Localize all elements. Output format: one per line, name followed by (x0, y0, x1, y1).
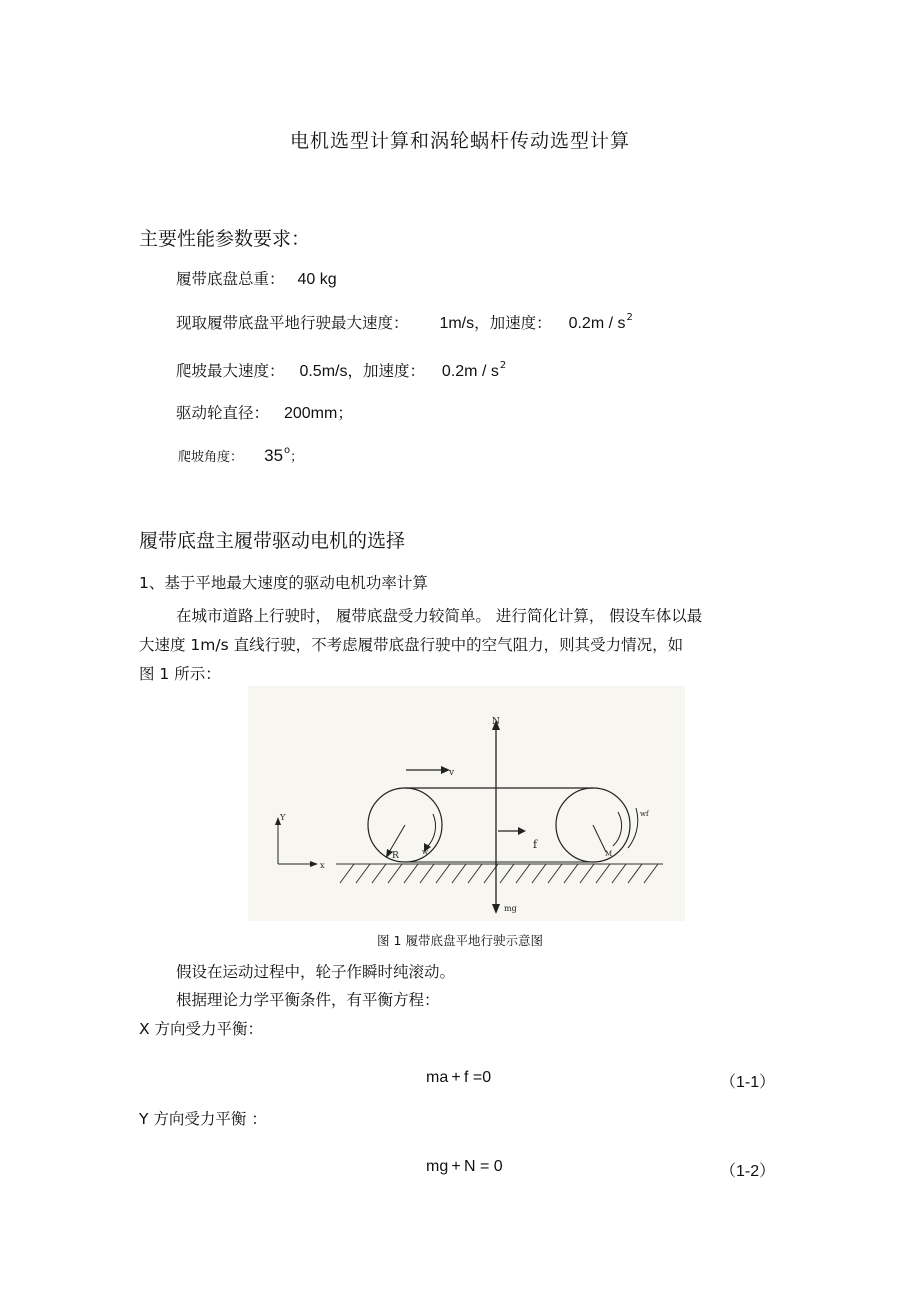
paragraph-2: 假设在运动过程中，轮子作瞬时纯滚动。 (176, 963, 456, 981)
param-angle-value: 35 (264, 446, 284, 465)
equation-1-1-number: （1-1） (720, 1074, 776, 1091)
param-wheel-value: 200mm (283, 405, 338, 422)
label-mg: mg (504, 904, 517, 913)
param-flat-accel-exponent: 2 (626, 312, 633, 323)
equation-1-2: mg + N = 0 (426, 1158, 503, 1175)
section-heading-motor: 履带底盘主履带驱动电机的选择 (139, 530, 406, 552)
param-flat-speed-value: 1m/s (439, 315, 475, 332)
param-wheel (176, 401, 353, 423)
subsection-heading-1: 1、基于平地最大速度的驱动电机功率计算 (139, 574, 428, 592)
paragraph-1-line-2: 大速度 1m/s 直线行驶，不考虑履带底盘行驶中的空气阻力，则其受力情况，如 (139, 636, 684, 654)
y-balance-heading: Y 方向受力平衡 ： (139, 1110, 267, 1128)
param-mass (176, 267, 337, 289)
label-wf: wf (640, 810, 649, 818)
param-flat-speed (176, 311, 633, 333)
paragraph-1-line-3: 图 1 所示： (139, 665, 221, 683)
param-climb-accel-exponent: 2 (499, 360, 507, 371)
paragraph-3: 根据理论力学平衡条件，有平衡方程： (176, 991, 440, 1009)
param-climb-label: 爬坡最大速度： (176, 362, 285, 380)
param-flat-accel-value: 0.2m / s (568, 315, 626, 332)
param-climb-accel-value: 0.2m / s (441, 363, 499, 380)
param-angle (178, 446, 303, 466)
crawler-force-diagram (248, 686, 685, 921)
param-flat-accel-label: ，加速度： (474, 314, 552, 332)
label-w: w (422, 848, 428, 856)
paragraph-1-line-1: 在城市道路上行驶时， 履带底盘受力较简单。 进行简化计算， 假设车体以最 (176, 607, 703, 625)
x-balance-heading: X 方向受力平衡： (139, 1020, 264, 1038)
param-climb-speed (176, 359, 506, 381)
param-wheel-label: 驱动轮直径： (176, 404, 270, 422)
label-N: N (492, 717, 500, 727)
label-R: R (392, 851, 399, 861)
label-v: v (449, 768, 455, 778)
param-flat-label: 现取履带底盘平地行驶最大速度： (176, 314, 409, 332)
label-x-axis: x (320, 861, 325, 870)
section-heading-main-params: 主要性能参数要求： (139, 228, 311, 250)
param-mass-label: 履带底盘总重： (176, 270, 285, 288)
param-angle-suffix: ； (290, 450, 304, 465)
label-y-axis: Y (280, 813, 286, 822)
equation-1-1: ma + f =0 (426, 1069, 492, 1086)
figure-1-diagram (248, 686, 685, 921)
param-climb-accel-label: ，加速度： (347, 362, 425, 380)
label-M: M (605, 850, 613, 858)
param-climb-speed-value: 0.5m/s (299, 363, 348, 380)
label-f: f (533, 838, 538, 851)
page-title: 电机选型计算和涡轮蜗杆传动选型计算 (289, 130, 630, 152)
param-mass-value: 40 kg (297, 271, 337, 288)
param-angle-label: 爬坡角度： (178, 450, 244, 465)
param-wheel-suffix: ； (337, 404, 353, 422)
param-angle-unit: o (284, 445, 291, 456)
figure-1-caption: 图 1 履带底盘平地行驶示意图 (377, 933, 543, 948)
equation-1-2-number: （1-2） (720, 1163, 776, 1180)
figure-background (248, 686, 685, 921)
